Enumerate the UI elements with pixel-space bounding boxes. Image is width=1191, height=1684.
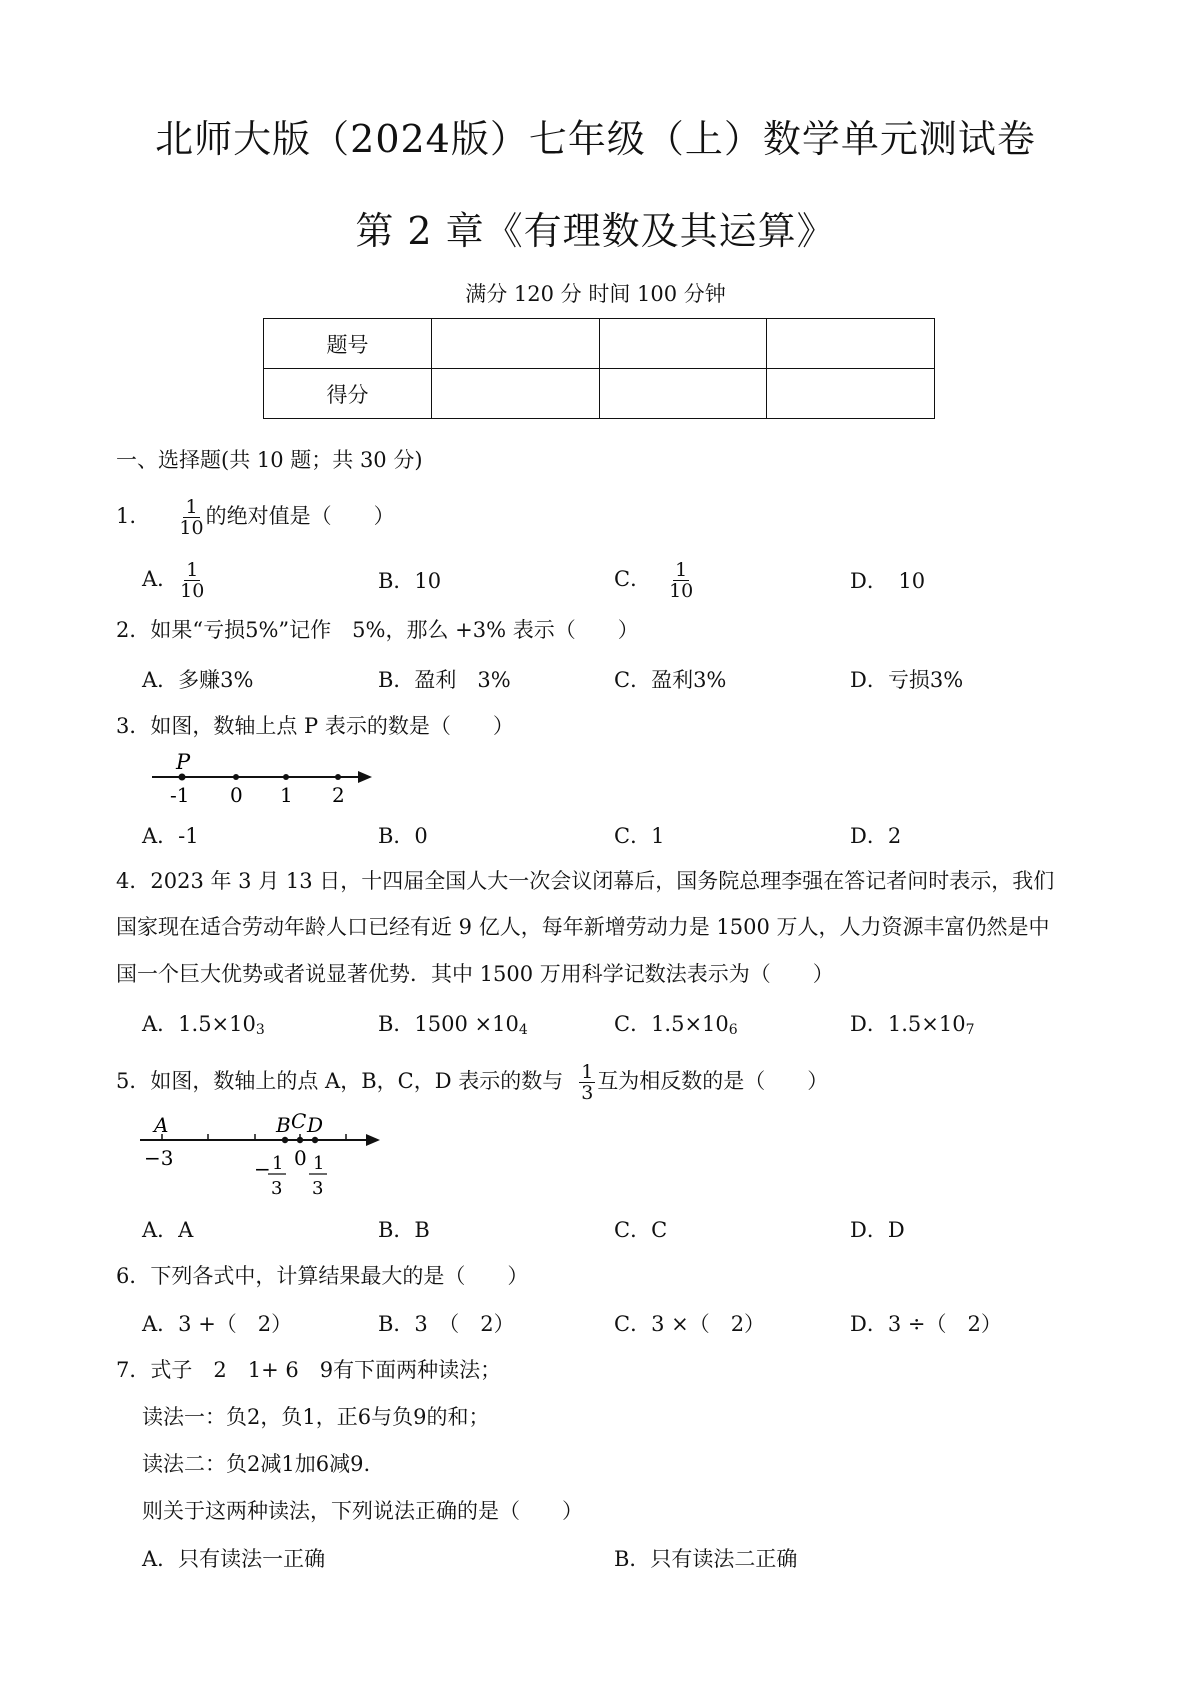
- fraction-numerator: 1: [185, 496, 198, 518]
- arrow-head: [358, 771, 372, 783]
- fraction-numerator: 1: [581, 1061, 594, 1083]
- table-cell: [599, 319, 767, 369]
- fraction-numerator: 1: [186, 559, 199, 581]
- tick-label: 2: [332, 783, 345, 807]
- row-label-score: 得分: [264, 369, 432, 419]
- q3-option-d[interactable]: D．2: [850, 824, 902, 848]
- tick-label: 0: [230, 783, 243, 807]
- q6-option-d[interactable]: D．3 ÷（ 2）: [850, 1312, 1002, 1336]
- q5-option-a[interactable]: A．A: [142, 1218, 194, 1242]
- arrow-head: [366, 1134, 380, 1146]
- q5-option-c[interactable]: C．C: [614, 1218, 668, 1242]
- point-label-a: A: [154, 1113, 169, 1137]
- q6-option-b[interactable]: B．3 （ 2）: [378, 1312, 515, 1336]
- q3-option-c[interactable]: C．1: [614, 824, 665, 848]
- question-text: 互为相反数的是（ ）: [597, 1069, 829, 1093]
- question-text: 的绝对值是（ ）: [205, 504, 395, 528]
- fraction-numerator: 1: [313, 1153, 325, 1174]
- fraction-denominator: 10: [669, 580, 694, 602]
- point-label-b: B: [276, 1113, 291, 1137]
- q1-option-d[interactable]: D． 10: [850, 569, 926, 593]
- q1-option-b[interactable]: B．10: [378, 569, 442, 593]
- option-text: A．1.5×10: [142, 1012, 256, 1036]
- q2-option-d[interactable]: D．亏损3%: [850, 668, 964, 692]
- fraction-denominator: 10: [180, 580, 205, 602]
- reading-one: 读法一：负2，负1，正6与负9的和；: [142, 1405, 490, 1429]
- question-7-ask: 则关于这两种读法，下列说法正确的是（ ）: [142, 1499, 583, 1523]
- question-text: 5．如图，数轴上的点 A，B，C，D 表示的数与: [116, 1069, 564, 1093]
- q4-option-a[interactable]: [142, 1010, 265, 1044]
- q6-option-c[interactable]: C．3 ×（ 2）: [614, 1312, 766, 1336]
- exam-meta: 满分 120 分 时间 100 分钟: [465, 282, 726, 306]
- q4-option-d[interactable]: [850, 1010, 974, 1044]
- fraction-denominator: 3: [581, 1082, 594, 1104]
- point-d: [312, 1137, 318, 1143]
- q2-option-b[interactable]: B．盈利 3%: [378, 668, 511, 692]
- table-cell: [767, 319, 935, 369]
- fraction-numerator: 1: [272, 1153, 284, 1174]
- fraction-numerator: 1: [675, 559, 688, 581]
- table-cell: [767, 369, 935, 419]
- row-label-question-number: 题号: [264, 319, 432, 369]
- q7-option-b[interactable]: B．只有读法二正确: [614, 1547, 798, 1571]
- tick-label: -1: [170, 783, 190, 807]
- table-cell: [432, 369, 600, 419]
- tick-label: 1: [280, 783, 293, 807]
- point-label-c: C: [291, 1109, 307, 1133]
- option-label: A．: [142, 567, 179, 591]
- number-line-figure-q3: [150, 750, 380, 810]
- option-text: D．1.5×10: [850, 1012, 966, 1036]
- table-cell: [432, 319, 600, 369]
- exponent: 3: [255, 1022, 265, 1038]
- q4-option-c[interactable]: [614, 1010, 738, 1044]
- question-3-stem: 3．如图，数轴上点 P 表示的数是（ ）: [116, 714, 514, 738]
- table-row: [264, 319, 935, 369]
- question-7-stem: 7．式子 2 1+ 6 9有下面两种读法；: [116, 1358, 502, 1382]
- q3-option-a[interactable]: A．-1: [142, 824, 199, 848]
- q6-option-a[interactable]: A．3 +（ 2）: [142, 1312, 293, 1336]
- q7-option-a[interactable]: A．只有读法一正确: [142, 1547, 326, 1571]
- question-4-line1: 4．2023 年 3 月 13 日，十四届全国人大一次会议闭幕后，国务院总理李强在答记者问时表示，我们: [116, 869, 1055, 893]
- option-text: C．1.5×10: [614, 1012, 729, 1036]
- tick-label: −3: [144, 1146, 174, 1170]
- q3-option-b[interactable]: B．0: [378, 824, 428, 848]
- question-1-stem: [116, 497, 395, 538]
- tick-dot: [283, 774, 289, 780]
- tick-dot: [335, 774, 341, 780]
- exponent: 6: [728, 1022, 738, 1038]
- neg-sign: −: [254, 1157, 271, 1181]
- q1-option-c[interactable]: [614, 560, 695, 601]
- fraction-denominator: 10: [179, 517, 204, 539]
- fraction-denominator: 3: [312, 1178, 324, 1199]
- fraction: [669, 560, 693, 601]
- q2-option-c[interactable]: C．盈利3%: [614, 668, 727, 692]
- reading-two: 读法二：负2减1加6减9.: [142, 1452, 371, 1476]
- q5-option-d[interactable]: D．D: [850, 1218, 905, 1242]
- exponent: 7: [965, 1022, 975, 1038]
- q2-option-a[interactable]: A．多赚3%: [142, 668, 254, 692]
- point-label: P: [176, 750, 191, 774]
- q1-option-a[interactable]: [142, 560, 206, 601]
- q5-option-b[interactable]: B．B: [378, 1218, 430, 1242]
- q4-option-b[interactable]: [378, 1010, 528, 1044]
- chapter-title: 第 2 章《有理数及其运算》: [355, 209, 836, 253]
- point-b: [282, 1137, 288, 1143]
- question-4-line2: 国家现在适合劳动年龄人口已经有近 9 亿人，每年新增劳动力是 1500 万人，人力资源丰富仍然是中: [116, 915, 1050, 939]
- point-label-d: D: [307, 1113, 324, 1137]
- question-number: 1.: [116, 504, 137, 528]
- question-6-stem: 6．下列各式中，计算结果最大的是（ ）: [116, 1264, 529, 1288]
- number-line-figure-q5: [138, 1108, 398, 1208]
- option-text: B．1500 ×10: [378, 1012, 519, 1036]
- question-2-stem: 2．如果“亏损5%”记作 5%，那么 +3% 表示（ ）: [116, 618, 639, 642]
- fraction-denominator: 3: [271, 1178, 283, 1199]
- question-5-stem: [116, 1062, 828, 1103]
- document-title: 北师大版（2024版）七年级（上）数学单元测试卷: [155, 117, 1036, 161]
- tick-dot: [233, 774, 239, 780]
- tick-label: 0: [294, 1146, 307, 1170]
- table-row: [264, 369, 935, 419]
- fraction: [579, 1062, 595, 1103]
- point-p: [179, 774, 186, 781]
- section-heading: 一、选择题(共 10 题；共 30 分): [116, 448, 423, 472]
- fraction: [179, 497, 203, 538]
- table-cell: [599, 369, 767, 419]
- fraction: [180, 560, 204, 601]
- score-table: [263, 318, 935, 419]
- question-4-line3: 国一个巨大优势或者说显著优势．其中 1500 万用科学记数法表示为（ ）: [116, 962, 834, 986]
- point-c: [297, 1137, 303, 1143]
- exponent: 4: [518, 1022, 528, 1038]
- option-label: C．: [614, 567, 652, 591]
